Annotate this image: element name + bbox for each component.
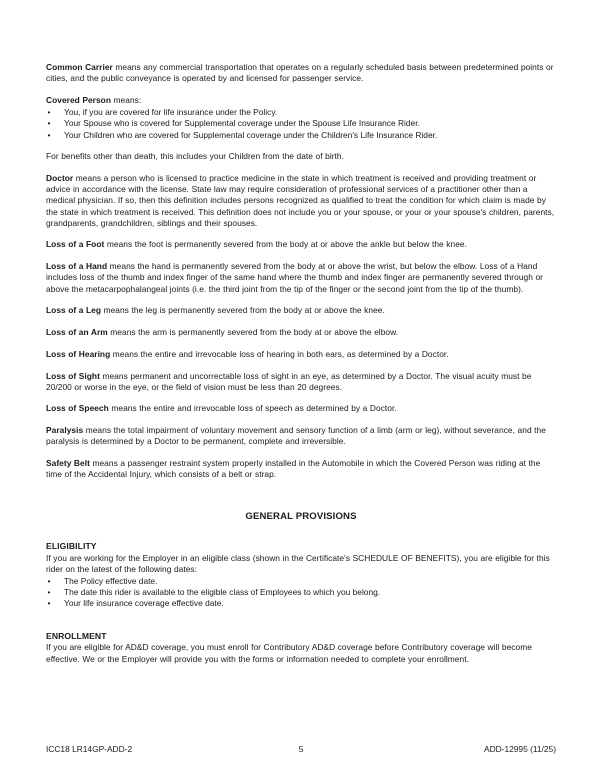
list-item bbox=[46, 587, 556, 598]
definition-loss-of-an-arm bbox=[46, 327, 556, 338]
footer-page-number: 5 bbox=[298, 744, 304, 754]
definition-term: Loss of a Hand bbox=[46, 261, 108, 272]
definition-term: Loss of a Foot bbox=[46, 239, 105, 250]
definition-paralysis bbox=[46, 425, 556, 447]
enrollment-body: If you are eligible for AD&D coverage, you must enroll for Contributory AD&D coverage before Contributory coverage will become effective. We or the Employer will provide you with the forms or information needed to complete your enrollment. bbox=[46, 642, 532, 664]
covered-person-note: For benefits other than death, this includes your Children from the date of birth. bbox=[46, 151, 344, 162]
bullet-icon: • bbox=[47, 129, 51, 140]
list-item-label: Your life insurance coverage effective date. bbox=[64, 598, 224, 609]
list-item bbox=[46, 598, 556, 609]
bullet-icon: • bbox=[47, 587, 51, 598]
definition-body: means the entire and irrevocable loss of speech as determined by a Doctor. bbox=[108, 403, 397, 414]
definition-common-carrier bbox=[46, 62, 556, 84]
definition-body: means the arm is permanently severed from the body at or above the elbow. bbox=[107, 327, 399, 337]
definition-body: means: bbox=[111, 94, 142, 105]
heading-spacer-top bbox=[46, 491, 556, 511]
heading-spacer-bottom bbox=[46, 522, 556, 541]
definition-body: means a person who is licensed to practice medicine in the state in which treatment is received and providing treatment or advice in accordance with the license. State law may require consideration of professional services of a practitioner other than a medical physician. If so, then this definition includes persons recognized as qualified to treat the condition for which claim is made by the state in which treatment is received. This definition does not include you or your spouse, or your or your spouse's children, parents, grandparents, grandchildren, siblings and their spouses. bbox=[46, 173, 555, 228]
list-item bbox=[46, 130, 556, 141]
subsection-heading-eligibility: ELIGIBILITY bbox=[46, 540, 97, 551]
definition-body: means the foot is permanently severed from the body at or above the ankle but below the knee. bbox=[104, 239, 467, 250]
definition-loss-of-sight bbox=[46, 371, 556, 393]
eligibility-intro: If you are working for the Employer in an eligible class (shown in the Certificate's SCHEDULE OF BENEFITS), you are eligible for this rider on the latest of the following dates: bbox=[46, 552, 550, 574]
list-item-label: You, if you are covered for life insurance under the Policy. bbox=[64, 107, 278, 118]
definition-body: means the total impairment of voluntary movement and sensory function of a limb (arm or leg), without severance, and the paralysis is determined by a Doctor to be permanent, complete and irreversible. bbox=[46, 425, 546, 447]
definition-term: Safety Belt bbox=[46, 458, 90, 469]
definition-doctor bbox=[46, 173, 556, 229]
bullet-icon: • bbox=[47, 576, 51, 587]
definition-term: Loss of Hearing bbox=[46, 348, 111, 359]
section-gap bbox=[46, 620, 556, 631]
definition-term: Loss of an Arm bbox=[46, 327, 108, 337]
definition-term: Loss of Sight bbox=[46, 370, 100, 381]
definition-term: Loss of Speech bbox=[46, 403, 109, 414]
list-item bbox=[46, 576, 556, 587]
definition-body: means the leg is permanently severed from the body at or above the knee. bbox=[101, 305, 385, 316]
definition-loss-of-a-hand bbox=[46, 261, 556, 294]
definition-safety-belt bbox=[46, 458, 556, 480]
definition-body: means a passenger restraint system properly installed in the Automobile in which the Covered Person was riding at the time of the Accidental Injury, which consists of a belt or strap. bbox=[46, 458, 541, 480]
list-item-label: Your Spouse who is covered for Supplemental coverage under the Spouse Life Insurance Rider. bbox=[64, 118, 420, 129]
definition-body: means any commercial transportation that operates on a regularly scheduled basis between predetermined points or cities, and the public conveyance is operated by and licensed for passenger service. bbox=[46, 62, 554, 84]
list-item-label: The date this rider is available to the eligible class of Employees to which you belong. bbox=[64, 587, 381, 598]
bullet-icon: • bbox=[47, 107, 51, 118]
bullet-icon: • bbox=[47, 598, 51, 609]
definition-body: means the entire and irrevocable loss of hearing in both ears, as determined by a Doctor. bbox=[110, 348, 449, 359]
eligibility-bullet-list bbox=[46, 576, 556, 609]
definition-term: Common Carrier bbox=[46, 62, 113, 72]
section-heading-general-provisions: GENERAL PROVISIONS bbox=[245, 510, 357, 522]
footer-form-id-left: ICC18 LR14GP-ADD-2 bbox=[46, 744, 133, 754]
definition-body: means the hand is permanently severed from the body at or above the wrist, but below the elbow. Loss of a Hand includes loss of the thumb and index finger of the same hand where the thumb and index finger are permanently severed through or above the metacarpophalangeal joints (i.e. the third joint from the tip of the finger or the second joint from the tip of the thumb). bbox=[46, 261, 543, 294]
page-content bbox=[46, 62, 556, 665]
subsection-heading-enrollment: ENROLLMENT bbox=[46, 630, 107, 641]
covered-person-bullet-list bbox=[46, 107, 556, 140]
footer-form-id-right: ADD-12995 (11/25) bbox=[483, 744, 556, 754]
list-item-label: Your Children who are covered for Supplemental coverage under the Children's Life Insurance Rider. bbox=[64, 129, 438, 140]
page-footer bbox=[46, 744, 556, 755]
definition-covered-person bbox=[46, 95, 556, 106]
bullet-icon: • bbox=[47, 118, 51, 129]
definition-loss-of-hearing bbox=[46, 349, 556, 360]
definition-loss-of-a-foot bbox=[46, 239, 556, 250]
definition-term: Covered Person bbox=[46, 94, 111, 105]
list-item-label: The Policy effective date. bbox=[64, 576, 158, 587]
definition-loss-of-speech bbox=[46, 403, 556, 414]
definition-term: Loss of a Leg bbox=[46, 305, 102, 316]
definition-loss-of-a-leg bbox=[46, 305, 556, 316]
definition-body: means permanent and uncorrectable loss of sight in an eye, as determined by a Doctor. The visual acuity must be 20/200 or worse in the eye, or the field of vision must be less than 20 degrees. bbox=[46, 370, 532, 392]
list-item bbox=[46, 118, 556, 129]
definition-term: Doctor bbox=[46, 173, 74, 184]
definition-term: Paralysis bbox=[46, 425, 84, 436]
list-item bbox=[46, 107, 556, 118]
